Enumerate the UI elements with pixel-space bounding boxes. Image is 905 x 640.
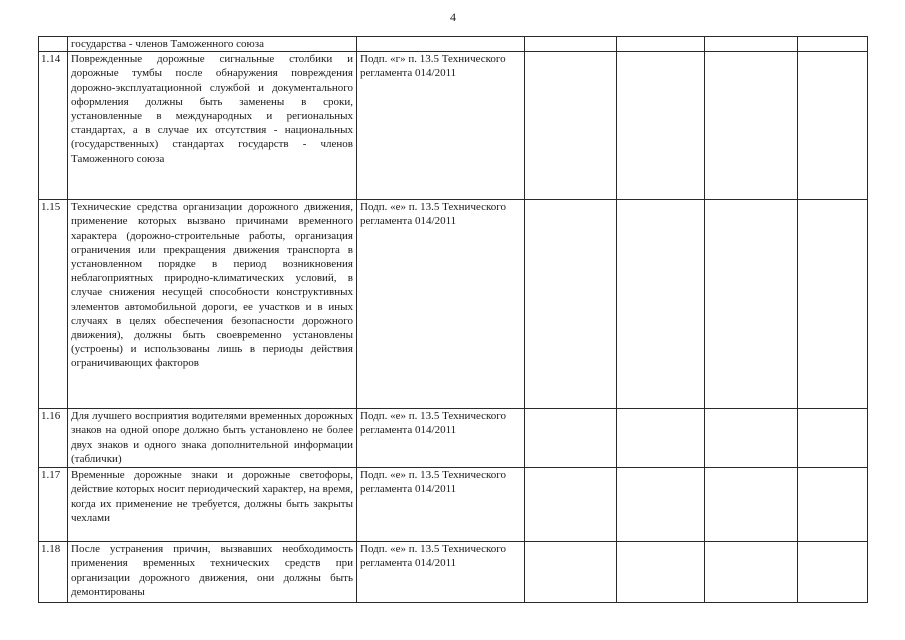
answer-na-cell [705, 409, 798, 468]
reference-cell: Подп. «г» п. 13.5 Технического регламента 014/2011 [357, 52, 525, 200]
note-cell [798, 52, 868, 200]
reference-cell [357, 37, 525, 52]
table-row [39, 542, 868, 603]
row-number-cell: 1.16 [39, 409, 68, 468]
row-number-cell: 1.14 [39, 52, 68, 200]
row-number-cell [39, 37, 68, 52]
table-row [39, 200, 868, 409]
reference-cell: Подп. «е» п. 13.5 Технического регламента 014/2011 [357, 200, 525, 409]
note-cell [798, 542, 868, 603]
reference-cell: Подп. «е» п. 13.5 Технического регламента 014/2011 [357, 542, 525, 603]
answer-yes-cell [525, 468, 617, 542]
table-row [39, 468, 868, 542]
answer-no-cell [617, 200, 705, 409]
answer-no-cell [617, 542, 705, 603]
table-row [39, 409, 868, 468]
reference-cell: Подп. «е» п. 13.5 Технического регламента 014/2011 [357, 409, 525, 468]
note-cell [798, 468, 868, 542]
answer-yes-cell [525, 542, 617, 603]
answer-na-cell [705, 37, 798, 52]
requirement-cell: Поврежденные дорожные сигнальные столбики и дорожные тумбы после обнаружения повреждения дорожно-эксплуатационной службой и документального оформления должны быть заменены в сроки, установленные в международных и региональных стандартах, а в случае их отсутствия - национальных (государственных) стандартах государств - членов Таможенного союза [68, 52, 357, 200]
requirement-cell: Технические средства организации дорожного движения, применение которых вызвано причинами временного характера (дорожно-строительные работы, организация ограничения или прекращения движения транспорта в установленном порядке в период возникновения неблагоприятных природно-климатических условий, в случае снижения несущей способности конструктивных элементов автомобильной дороги, ее участков и в иных случаях в целях обеспечения безопасности дорожного движения), должны быть своевременно установлены (устроены) и использованы лишь в периоды действия ограничивающих факторов [68, 200, 357, 409]
row-number-cell: 1.17 [39, 468, 68, 542]
table-row [39, 52, 868, 200]
reference-cell: Подп. «е» п. 13.5 Технического регламента 014/2011 [357, 468, 525, 542]
answer-no-cell [617, 37, 705, 52]
answer-yes-cell [525, 52, 617, 200]
answer-na-cell [705, 542, 798, 603]
table-row-continuation [39, 37, 868, 52]
note-cell [798, 37, 868, 52]
page-number: 4 [450, 10, 456, 24]
requirement-cell: государства - членов Таможенного союза [68, 37, 357, 52]
note-cell [798, 200, 868, 409]
answer-yes-cell [525, 37, 617, 52]
answer-yes-cell [525, 409, 617, 468]
answer-no-cell [617, 409, 705, 468]
answer-no-cell [617, 468, 705, 542]
answer-yes-cell [525, 200, 617, 409]
note-cell [798, 409, 868, 468]
row-number-cell: 1.18 [39, 542, 68, 603]
requirement-cell: После устранения причин, вызвавших необходимость применения временных технических средств при организации дорожного движения, они должны быть демонтированы [68, 542, 357, 603]
answer-no-cell [617, 52, 705, 200]
requirement-cell: Временные дорожные знаки и дорожные светофоры, действие которых носит периодический характер, на время, когда их применение не требуется, должны быть закрыты чехлами [68, 468, 357, 542]
row-number-cell: 1.15 [39, 200, 68, 409]
answer-na-cell [705, 52, 798, 200]
requirement-cell: Для лучшего восприятия водителями временных дорожных знаков на одной опоре должно быть установлено не более двух знаков и одного знака дополнительной информации (таблички) [68, 409, 357, 468]
requirements-table [38, 36, 868, 603]
answer-na-cell [705, 468, 798, 542]
answer-na-cell [705, 200, 798, 409]
